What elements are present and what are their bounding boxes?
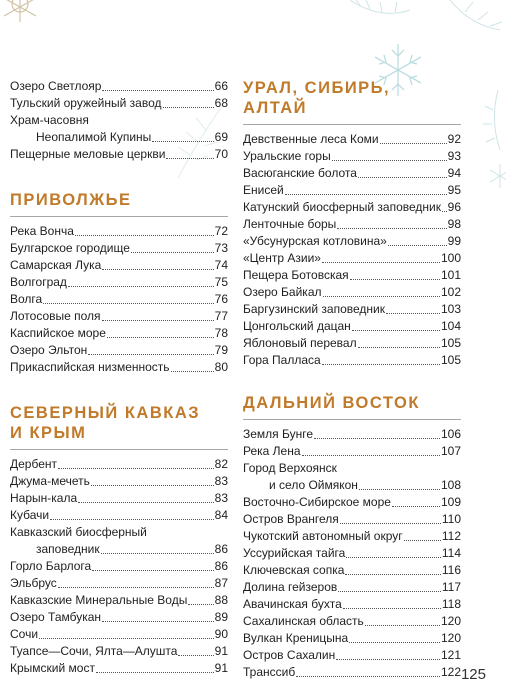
toc-entry-title: Лотосовые поля [10, 309, 101, 323]
toc-entry[interactable] [243, 250, 461, 267]
toc-entry[interactable] [10, 342, 228, 359]
section-heading: ПРИВОЛЖЬЕ [10, 190, 228, 217]
dot-leader [92, 570, 213, 571]
toc-entry[interactable] [243, 182, 461, 199]
toc-entry-page: 93 [447, 149, 461, 163]
dot-leader [91, 485, 214, 486]
toc-entry[interactable] [10, 558, 228, 575]
toc-entry[interactable] [243, 426, 461, 443]
toc-entry-title: Гора Палласа [243, 353, 321, 367]
toc-entry-title: Прикаспийская низменность [10, 360, 170, 374]
toc-entry[interactable] [243, 148, 461, 165]
toc-entry[interactable] [10, 660, 228, 677]
toc-entry-title: Уральские горы [243, 149, 331, 163]
toc-entry[interactable] [243, 664, 461, 681]
dot-leader [102, 320, 214, 321]
toc-entry-title: и село Оймякон [269, 478, 358, 492]
dot-leader [338, 591, 441, 592]
toc-entry[interactable] [243, 335, 461, 352]
toc-list [243, 131, 461, 369]
toc-entry-page: 106 [440, 427, 461, 441]
toc-entry[interactable] [10, 359, 228, 376]
dot-leader [39, 638, 214, 639]
toc-entry-title: «Убсунурская котловина» [243, 234, 387, 248]
dot-leader [171, 371, 214, 372]
toc-entry-title: Остров Врангеля [243, 512, 339, 526]
toc-entry[interactable] [243, 267, 461, 284]
toc-entry[interactable]: Неопалимой Купины 69 [36, 130, 228, 144]
toc-entry-title: заповедник [36, 542, 100, 556]
toc-entry-page: 72 [214, 224, 228, 238]
dot-leader [386, 313, 440, 314]
toc-entry-page: 117 [441, 580, 461, 594]
dot-leader [322, 262, 440, 263]
toc-entry-page: 90 [214, 627, 228, 641]
toc-entry-page: 76 [214, 292, 228, 306]
dot-leader [302, 455, 440, 456]
toc-entry-page: 112 [441, 529, 461, 543]
dot-leader [358, 177, 447, 178]
dot-leader [340, 523, 441, 524]
toc-entry[interactable] [243, 477, 461, 494]
toc-entry-title: Яблоновый перевал [243, 336, 357, 350]
toc-entry-title: Горло Барлога [10, 559, 92, 573]
dot-leader [296, 676, 440, 677]
toc-entry-title: Долина гейзеров [243, 580, 338, 594]
dot-leader [102, 621, 214, 622]
toc-entry[interactable] [10, 240, 228, 257]
dot-leader [107, 337, 214, 338]
toc-entry-line1[interactable]: Город Верхоянск [243, 461, 337, 475]
toc-entry[interactable] [10, 575, 228, 592]
toc-entry[interactable] [10, 456, 228, 473]
dot-leader [337, 228, 446, 229]
toc-entry[interactable] [243, 284, 461, 301]
section-heading-line1: УРАЛ, СИБИРЬ, [243, 79, 391, 97]
toc-entry[interactable] [10, 643, 228, 660]
toc-entry-page: 89 [214, 610, 228, 624]
toc-entry[interactable] [243, 511, 461, 528]
toc-entry-page: 83 [214, 491, 228, 505]
toc-entry[interactable] [243, 596, 461, 613]
toc-entry[interactable] [243, 545, 461, 562]
dot-leader [336, 659, 440, 660]
dot-leader [349, 642, 440, 643]
section-volga [10, 190, 228, 376]
dot-leader [102, 269, 213, 270]
toc-entry[interactable] [243, 647, 461, 664]
toc-entry-page: 78 [214, 326, 228, 340]
toc-entry[interactable] [243, 494, 461, 511]
toc-entry[interactable] [10, 325, 228, 342]
toc-entry-page: 94 [447, 166, 461, 180]
toc-column-left [10, 78, 228, 677]
toc-entry-title: Озеро Байкал [243, 285, 322, 299]
toc-entry-page: 88 [214, 593, 228, 607]
toc-entry-page: 87 [214, 576, 228, 590]
dot-leader [314, 438, 440, 439]
toc-entry-title: Транссиб [243, 665, 296, 679]
section-heading-line2: И КРЫМ [10, 424, 87, 442]
toc-entry[interactable] [10, 490, 228, 507]
toc-entry-title: Озеро Тамбукан [10, 610, 102, 624]
dot-leader [68, 286, 214, 287]
toc-entry[interactable]: Пещерные меловые церкви 70 [10, 147, 228, 161]
snowflake-decoration-top-left [0, 0, 40, 22]
dot-leader [322, 364, 440, 365]
toc-entry[interactable] [243, 352, 461, 369]
section-urals [243, 78, 461, 369]
toc-entry-title: Цонгольский дацан [243, 319, 351, 333]
toc-entry-page: 84 [214, 508, 228, 522]
dot-leader [323, 296, 440, 297]
toc-entry-title: Васюганские болота [243, 166, 357, 180]
toc-entry[interactable] [10, 541, 228, 558]
dot-leader [365, 625, 440, 626]
toc-entry[interactable] [10, 274, 228, 291]
toc-entry-page: 105 [440, 336, 461, 350]
dot-leader [350, 279, 440, 280]
toc-entry-page: 109 [440, 495, 461, 509]
toc-entry-page: 98 [447, 217, 461, 231]
dot-leader [50, 519, 214, 520]
toc-entry[interactable]: Озеро Светлояр 66 [10, 79, 228, 93]
toc-entry[interactable] [10, 507, 228, 524]
dot-leader [131, 252, 214, 253]
dot-leader [75, 235, 214, 236]
toc-entry-page: 75 [214, 275, 228, 289]
dot-leader [388, 245, 447, 246]
toc-entry-title: Каспийское море [10, 326, 106, 340]
toc-entry-title: Туапсе—Сочи, Ялта—Алушта [10, 644, 178, 658]
dot-leader [285, 194, 447, 195]
toc-entry-page: 108 [440, 478, 461, 492]
toc-entry-page: 82 [214, 457, 228, 471]
toc-entry[interactable] [10, 223, 228, 240]
toc-entry-page: 96 [447, 200, 461, 214]
toc-entry-title: Ключевская сопка [243, 563, 345, 577]
toc-entry-title: Уссурийская тайга [243, 546, 346, 560]
toc-entry[interactable] [243, 613, 461, 630]
dot-leader [178, 655, 213, 656]
dot-leader [88, 354, 213, 355]
toc-entry-page: 103 [440, 302, 461, 316]
toc-entry[interactable] [10, 473, 228, 490]
toc-entry-title: Волга [10, 292, 43, 306]
section-heading [10, 403, 228, 450]
toc-entry[interactable] [243, 233, 461, 250]
toc-entry[interactable] [243, 199, 461, 216]
toc-entry-page: 73 [214, 241, 228, 255]
toc-entry-title: Дербент [10, 457, 58, 471]
toc-entry-page: 110 [441, 512, 461, 526]
toc-entry-title: Чукотский автономный округ [243, 529, 403, 543]
toc-entry[interactable] [243, 562, 461, 579]
dot-leader [359, 489, 440, 490]
dot-leader [345, 574, 440, 575]
toc-list [10, 456, 228, 677]
toc-entry-page: 121 [440, 648, 461, 662]
toc-list [10, 223, 228, 376]
dot-leader [392, 506, 440, 507]
toc-entry[interactable] [243, 579, 461, 596]
toc-entry-title: «Центр Азии» [243, 251, 321, 265]
section-heading-line1: СЕВЕРНЫЙ КАВКАЗ [10, 404, 201, 422]
toc-entry-title: Река Вонча [10, 224, 74, 238]
toc-entry-page: 114 [441, 546, 461, 560]
section-caucasus [10, 403, 228, 677]
toc-entry-page: 122 [440, 665, 461, 679]
page-number: 125 [460, 666, 486, 683]
toc-entry-title: Кавказские Минеральные Воды [10, 593, 188, 607]
toc-entry-page: 116 [441, 563, 461, 577]
toc-list [243, 426, 461, 681]
toc-column-right [243, 78, 461, 681]
toc-entry-page: 95 [447, 183, 461, 197]
dot-leader [78, 502, 214, 503]
toc-entry-title: Нарын-кала [10, 491, 78, 505]
toc-entry-page: 86 [214, 542, 228, 556]
toc-entry-page: 120 [440, 614, 461, 628]
toc-entry-page: 105 [440, 353, 461, 367]
dot-leader [404, 540, 441, 541]
toc-entry[interactable] [10, 609, 228, 626]
toc-entry-page: 107 [440, 444, 461, 458]
toc-entry[interactable]: Тульский оружейный завод 68 [10, 96, 228, 110]
dot-leader [380, 143, 447, 144]
dot-leader [442, 211, 447, 212]
toc-entry-page: 86 [214, 559, 228, 573]
toc-entry-title: Вулкан Креницына [243, 631, 349, 645]
dot-leader [58, 587, 214, 588]
toc-entry-page: 104 [440, 319, 461, 333]
toc-entry-title: Катунский биосферный заповедник [243, 200, 441, 214]
toc-entry-title: Река Лена [243, 444, 301, 458]
toc-entry-title: Сахалинская область [243, 614, 364, 628]
toc-entry-page: 79 [214, 343, 228, 357]
toc-entry-line1[interactable]: Кавказский биосферный [10, 525, 147, 539]
toc-entry-title: Озеро Эльтон [10, 343, 88, 357]
toc-entry-title: Волгоград [10, 275, 67, 289]
toc-entry-title: Джума-мечеть [10, 474, 90, 488]
toc-entry-title: Булгарское городище [10, 241, 130, 255]
toc-entry-title: Енисей [243, 183, 284, 197]
toc-entry-title: Восточно-Сибирское море [243, 495, 391, 509]
toc-entry[interactable] [10, 291, 228, 308]
toc-entry[interactable] [243, 630, 461, 647]
toc-entry[interactable] [243, 528, 461, 545]
toc-entry-page: 74 [214, 258, 228, 272]
section-heading-line2: АЛТАЙ [243, 99, 308, 117]
toc-entry-title: Эльбрус [10, 576, 57, 590]
toc-entry-page: 91 [214, 661, 228, 675]
toc-entry-title: Пещера Ботовская [243, 268, 349, 282]
toc-entry-page: 120 [440, 631, 461, 645]
toc-entry-title: Сочи [10, 627, 39, 641]
toc-entry-title: Самарская Лука [10, 258, 102, 272]
toc-entry[interactable] [243, 165, 461, 182]
toc-entry[interactable] [243, 443, 461, 460]
toc-entry-page: 118 [441, 597, 461, 611]
section-heading: ДАЛЬНИЙ ВОСТОК [243, 393, 461, 420]
toc-entry-page: 92 [447, 132, 461, 146]
toc-entry-page: 83 [214, 474, 228, 488]
dot-leader [352, 330, 440, 331]
toc-entry[interactable] [10, 592, 228, 609]
toc-group-continued [10, 78, 228, 163]
toc-entry[interactable] [10, 626, 228, 643]
toc-entry-title: Земля Бунге [243, 427, 314, 441]
toc-entry-page: 91 [214, 644, 228, 658]
toc-entry[interactable] [243, 318, 461, 335]
toc-entry-page: 100 [440, 251, 461, 265]
toc-entry[interactable] [243, 301, 461, 318]
toc-entry-page: 101 [440, 268, 461, 282]
dot-leader [358, 347, 440, 348]
dot-leader [101, 553, 214, 554]
section-far-east [243, 393, 461, 681]
toc-entry[interactable] [10, 308, 228, 325]
dot-leader [188, 604, 213, 605]
toc-entry-line1[interactable]: Храм-часовня [10, 113, 89, 127]
toc-entry-page: 99 [447, 234, 461, 248]
toc-entry-page: 102 [440, 285, 461, 299]
dot-leader [346, 557, 441, 558]
toc-entry-title: Кубачи [10, 508, 50, 522]
toc-entry-title: Баргузинский заповедник [243, 302, 386, 316]
toc-entry-title: Остров Сахалин [243, 648, 336, 662]
dot-leader [96, 672, 214, 673]
toc-entry[interactable] [243, 216, 461, 233]
snowflake-icon-small [480, 90, 506, 190]
toc-entry[interactable] [243, 131, 461, 148]
dot-leader [58, 468, 214, 469]
section-heading [243, 78, 461, 125]
toc-entry-page: 80 [214, 360, 228, 374]
dot-leader [332, 160, 447, 161]
toc-entry-title: Авачинская бухта [243, 597, 342, 611]
dot-leader [343, 608, 441, 609]
toc-entry-title: Девственные леса Коми [243, 132, 379, 146]
toc-entry-title: Крымский мост [10, 661, 95, 675]
toc-entry-title: Ленточные боры [243, 217, 337, 231]
toc-entry[interactable] [10, 257, 228, 274]
toc-entry-page: 77 [214, 309, 228, 323]
dot-leader [43, 303, 213, 304]
